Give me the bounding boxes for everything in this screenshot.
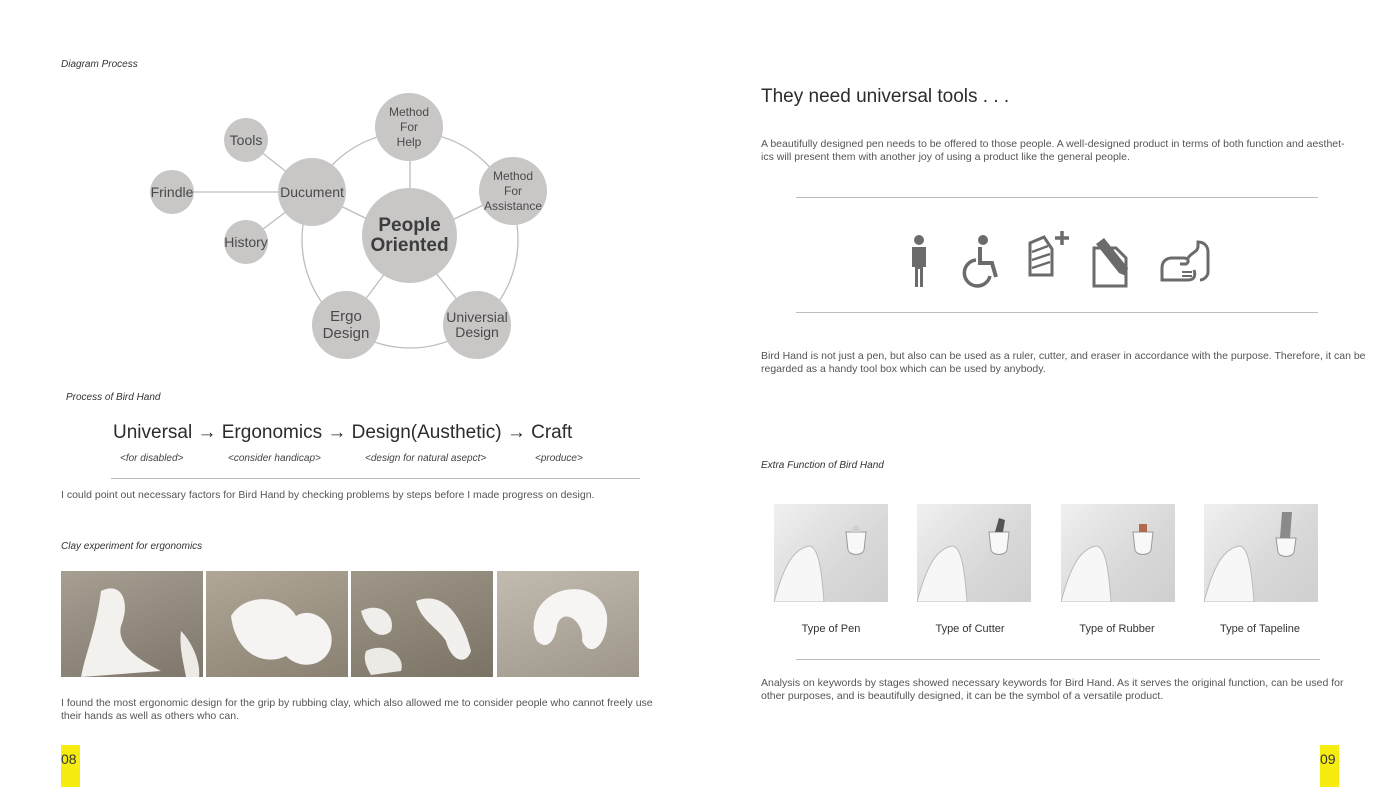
icons-top-divider: [796, 197, 1318, 198]
function-photo-cutter: [917, 504, 1031, 602]
node-method-for-assistance: Method For Assistance: [479, 157, 547, 225]
diagram-process: [140, 85, 560, 360]
pen-tip-shape: [774, 504, 888, 602]
right-heading: They need universal tools . . .: [761, 86, 1010, 107]
process-sub-2: <consider handicap>: [228, 453, 321, 464]
clay-photo-1: [61, 571, 203, 677]
page-number-right: 09: [1320, 745, 1339, 787]
node-document: Ducument: [278, 158, 346, 226]
node-frindle: Frindle: [150, 170, 194, 214]
icons-bottom-divider: [796, 312, 1318, 313]
clay-photo-4: [497, 571, 639, 677]
process-divider: [111, 478, 640, 479]
page-number-left: 08: [61, 745, 80, 787]
process-caption: Process of Bird Hand: [66, 392, 161, 403]
function-photo-tapeline: [1204, 504, 1318, 602]
clay-caption: Clay experiment for ergonomics: [61, 541, 203, 552]
clay-shape-3: [351, 571, 493, 677]
function-label-tapeline: Type of Tapeline: [1220, 623, 1300, 635]
clay-shape-1: [61, 571, 203, 677]
clay-text-line-1: I found the most ergonomic design for the grip by rubbing clay, which also allowed me to consider people who cannot freely use: [61, 697, 653, 709]
person-icon: [893, 228, 945, 288]
birdhand-line-2: regarded as a handy tool box which can be used by anybody.: [761, 363, 1046, 375]
process-sub-1: <for disabled>: [120, 453, 184, 464]
node-history: History: [224, 220, 268, 264]
node-tools: Tools: [224, 118, 268, 162]
pen-document-icon: [1086, 228, 1138, 288]
intro-line-2: ics will present them with another joy of using a product like the general people.: [761, 151, 1130, 163]
diagram-caption: Diagram Process: [61, 59, 138, 70]
injured-hand-icon: [1022, 228, 1074, 288]
process-sub-3: <design for natural asepct>: [365, 453, 487, 464]
cutter-tip-shape: [917, 504, 1031, 602]
functions-divider: [796, 659, 1320, 660]
rubber-tip-shape: [1061, 504, 1175, 602]
node-people-oriented: People Oriented: [362, 188, 457, 283]
node-universial-design: Universial Design: [443, 291, 511, 359]
process-title: Universal → Ergonomics → Design(Austhetic) → Craft: [113, 422, 573, 443]
function-label-pen: Type of Pen: [801, 623, 861, 635]
function-photo-rubber: [1061, 504, 1175, 602]
extra-caption: Extra Function of Bird Hand: [761, 460, 884, 471]
function-label-cutter: Type of Cutter: [935, 623, 1005, 635]
analysis-line-2: other purposes, and is beautifully designed, it can be the symbol of a versatile product.: [761, 690, 1164, 702]
birdhand-line-1: Bird Hand is not just a pen, but also can be used as a ruler, cutter, and eraser in accordance with the purpose. Therefore, it can be: [761, 350, 1366, 362]
clay-photo-3: [351, 571, 493, 677]
process-sub-4: <produce>: [535, 453, 583, 464]
clay-text-line-2: their hands as well as others who can.: [61, 710, 240, 722]
analysis-line-1: Analysis on keywords by stages showed necessary keywords for Bird Hand. As it serves the original function, can be used for: [761, 677, 1344, 689]
wheelchair-icon: [950, 228, 1002, 288]
node-ergo-design: Ergo Design: [312, 291, 380, 359]
intro-line-1: A beautifully designed pen needs to be offered to those people. A well-designed product in terms of both function and aesthet-: [761, 138, 1345, 150]
function-photo-pen: [774, 504, 888, 602]
node-method-for-help: Method For Help: [375, 93, 443, 161]
function-label-rubber: Type of Rubber: [1079, 623, 1155, 635]
clay-photo-2: [206, 571, 348, 677]
clay-shape-4: [497, 571, 639, 677]
tapeline-tip-shape: [1204, 504, 1318, 602]
process-text: I could point out necessary factors for Bird Hand by checking problems by steps before I made progress on design.: [61, 489, 595, 501]
hand-tool-icon: [1158, 228, 1210, 288]
clay-shape-2: [206, 571, 348, 677]
